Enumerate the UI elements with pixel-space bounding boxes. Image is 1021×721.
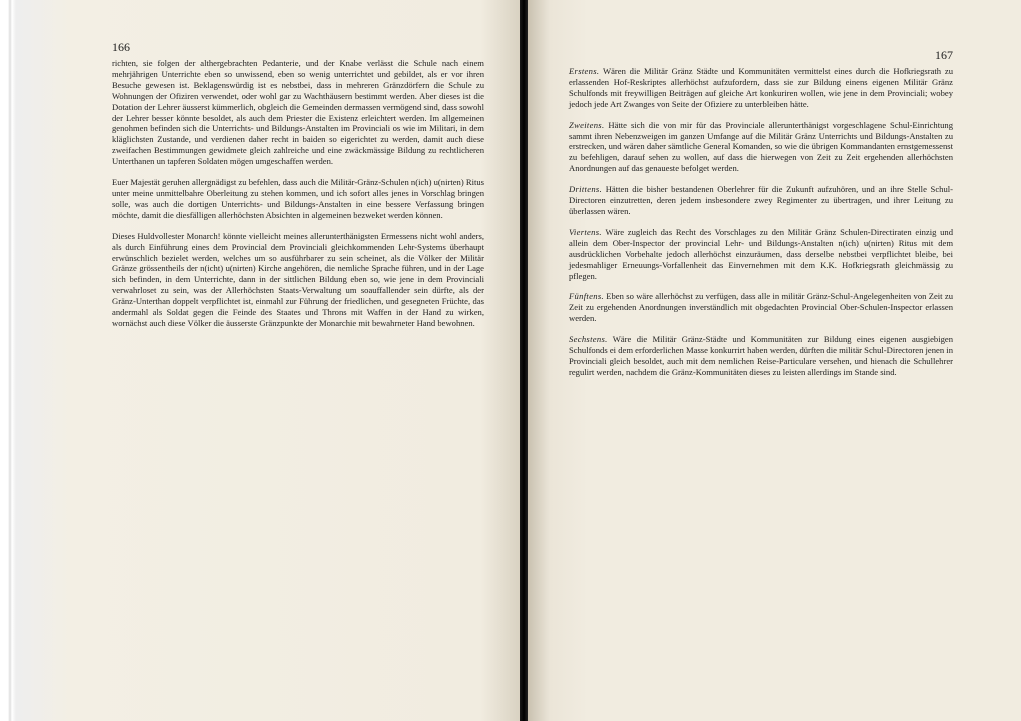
paragraph-text: Wäre zugleich das Recht des Vorschlages zu den Militär Gränz Schulen-Directiraten einzig und allein dem Ober-Inspector der provincial Lehr- und Bildungs-Anstalten n(ich) u(nirten) Ritus mit dem ausdrücklichen Vorbehalte jedoch allerhöchst einzuräumen, dass derselbe nebstbei verpflichtet bleibe, bei jedesmahliger Erneuungs-Vorfallenheit das Einvernehmen mit dem K.K. Hofkriegsrath gleichmässig zu pflegen. [569, 226, 954, 281]
paragraph-text: Eben so wäre allerhöchst zu verfügen, dass alle in militär Gränz-Schul-Angelegenheiten von Zeit zu Zeit zu ergehenden Anordnungen inverständlich mit obgedachten Provincial Ober-Schulen-Inspector erlassen werden. [569, 291, 953, 324]
paragraph-text: Wären die Militär Gränz Städte und Kommunitäten vermittelst eines durch die Hofkriegsrath zu erlassenden Hof-Reskriptes allerhöchst aufzufordern, dass sie zur Bildung einens eigenen Militär Gränz Schulfonds mit freywilligen Beiträgen auf gleiche Art konkuriren wollen, wie jene in dem Provinciali; wobey jedoch jede Art Zwanges von Seite der Ofiziere zu unterbleiben hätte. [569, 66, 953, 109]
paragraph-lead: Viertens. [569, 226, 602, 237]
right-page [528, 0, 1021, 721]
page-number-right: 167 [935, 48, 953, 62]
paragraph [569, 227, 953, 282]
paragraph-lead: Sechstens. [569, 334, 608, 345]
paragraph-lead: Drittens. [569, 184, 603, 195]
paragraph [569, 184, 953, 217]
paragraph-text: Wäre die Militär Gränz-Städte und Kommunitäten zur Bildung eines eigenen ausgiebigen Schulfonds ei dem erforderlichen Masse konkurrirt haben werden, dürften die militär Schul-Directoren jenen in Provinciali gleich besoldet, auch mit dem nemlichen Reise-Particulare versehen, und hienach die Schullehrer regulirt werden, nachdem die Gränz-Kommunitäten dieses zu leisten allerdings im Stande sind. [569, 334, 953, 377]
paragraph: Dieses Huldvollester Monarch! könnte vielleicht meines allerunterthänigsten Ermessens nicht wohl anders, als durch Einführung eines dem Provincial dem Provinciali gleichkommenden Lehr-Systems überhaupt erwünschlich bezielet werden, welches um so ausführbarer zu sein scheinet, als die Völker der Militär Gränze grössentheils der n(icht) u(nirten) Kirche angehören, die nemliche Sprache führen, und in der Lage sich befinden, in dem Unterrichte, dann in der sittlichen Bildung eben so, wie jene in dem Provinciali verwahrloset zu sein, was der Allerhöchsten Staats-Verwaltung um soauffallender sein dürfte, als der Gränz-Unterthan doppelt verpflichtet ist, einmahl zur Führung der friedlichen, und gesegneten Früchte, das andermahl als Soldat gegen die Feinde des Staates und Throns mit Waffen in der Hand zu wirken, wornächst auch diese Völker die äusserste Gränzpunkte der Monarchie mit bewahrneter Hand bewohnen. [112, 230, 484, 328]
paragraph-lead: Zweitens. [569, 119, 605, 130]
paragraph [569, 291, 953, 324]
book-gutter [520, 0, 528, 721]
paragraph-text: Hätte sich die von mir für das Provinciale allerunterthänigst vorgeschlagene Schul-Einrichtung sammt ihren Nebenzweigen im ganzen Umfange auf die Militär Gränz Unterrichts und Bildungs-Anstalten zu erstrecken, und wären daher sämtliche General Komanden, so wie die übrigen Kommandanten ernstgemessenst zu befehligen, darauf sehen zu wollen, auf dass die hierwegen von Zeit zu Zeit ergehenden allerhöchsten Anordnungen auf das genaueste befolget werden. [569, 119, 953, 174]
paragraph [569, 334, 953, 378]
paragraph: Euer Majestät geruhen allergnädigst zu befehlen, dass auch die Militär-Gränz-Schulen n(ich) u(nirten) Ritus unter meine unmittelbahre Oberleitung zu stehen kommen, und ich sofort alles jenes in Vorschlag bringen solle, was auch die dortigen Unterrichts- und Bildungs-Anstalten in eine bessere Verfassung bringen möchte, damit die diesfälligen allerhöchsten Absichten in algemeinen bezweket werden können. [112, 177, 484, 220]
paragraph [569, 120, 953, 175]
paragraph: richten, sie folgen der althergebrachten Pedanterie, und der Knabe verlässt die Schule nach einem mehrjährigen Unterrichte eben so unwissend, eben so wenig unterrichtet und gebildet, als er vor ihren Besuche gewesen ist. Beklagenswürdig ist es nebstbei, dass in mehreren Gränzdörfern die Schule zu Wohnungen der Ofiziren verwendet, oder wohl gar zu Wachthäusern bestimmt werden. Aber dieses ist die Dotation der Lehrer äusserst kümmerlich, obgleich die Gemeinden dermassen vermögend sind, dass sowohl der Lehrer besser könnte besoldet, als auch dem Priester die Existenz erleichtert werden. Im allgemeinen genohmen befinden sich die Unterrichts- und Bildungs-Anstalten im Provinciali os wie im Militari, in dem kläglichsten Zustande, und verdienen daher recht in baiden so eigerichtet zu werden, damit auch diese zweifachen Bestimmungen gewidmete gleich zahlreiche und eine zwäckmässige Bildung zu rechtlicheren Unterthanen un tapferen Soldaten mögen umgeschaffen werden. [112, 58, 484, 167]
paragraph-text: Hätten die bisher bestandenen Oberlehrer für die Zukunft aufzuhören, und an ihre Stelle Schul-Directoren einzutretten, deren jedem insbesondere zwey Regimenter zu übertragen, und ihrer Leitung zu überlassen wären. [569, 184, 953, 216]
paragraph-lead: Erstens. [569, 66, 600, 76]
paragraph-lead: Fünftens. [569, 291, 604, 302]
page-number-left: 166 [112, 40, 130, 54]
paragraph [569, 66, 953, 110]
